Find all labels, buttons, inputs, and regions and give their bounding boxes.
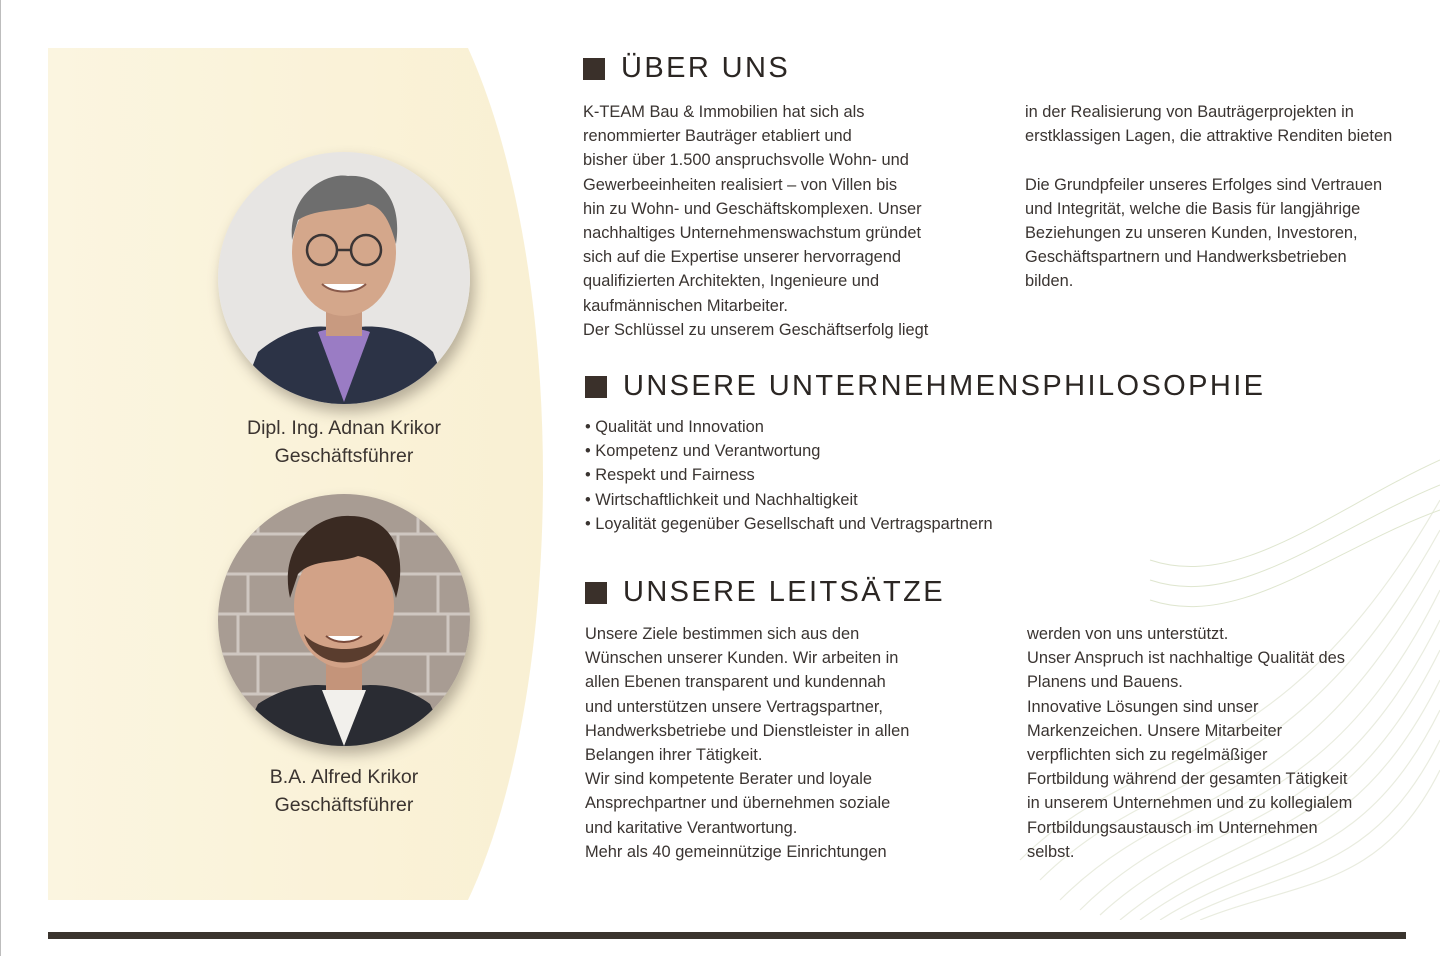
text-line: Fortbildungsaustausch im Unternehmen (1027, 818, 1318, 837)
text-line: Innovative Lösungen sind unser (1027, 697, 1259, 716)
text-line: kaufmännischen Mitarbeiter. (583, 296, 788, 315)
text-line: in der Realisierung von Bauträgerprojekten in (1025, 103, 1354, 121)
square-bullet-icon (583, 58, 605, 80)
text-line: Mehr als 40 gemeinnützige Einrichtungen (585, 842, 887, 861)
person-role: Geschäftsführer (274, 794, 414, 816)
text-line: Geschäftspartnern und Handwerksbetrieben (1025, 248, 1347, 267)
text-line: nachhaltiges Unternehmenswachstum gründet (583, 223, 922, 242)
text-line: Fortbildung während der gesamten Tätigkeit (1027, 770, 1348, 789)
text-line (1025, 148, 1392, 172)
text-line: Die Grundpfeiler unseres Erfolges sind Vertrauen (1025, 175, 1383, 194)
text-line: und karitative Verantwortung. (585, 818, 798, 837)
principles-text-column-1 (585, 622, 909, 864)
bottom-divider (48, 932, 1406, 939)
page-left-edge (0, 0, 1, 956)
caption-adnan-krikor (194, 414, 494, 470)
text-line: verpflichten sich zu regelmäßiger (1027, 745, 1268, 764)
text-line: renommierter Bauträger etabliert und (583, 127, 852, 146)
text-line: Unsere Ziele bestimmen sich aus den (585, 625, 860, 643)
section-heading-principles (585, 576, 945, 609)
text-line: Ansprechpartner und übernehmen soziale (585, 794, 891, 813)
text-line: Belangen ihrer Tätigkeit. (585, 745, 763, 764)
text-line: Planens und Bauens. (1027, 673, 1183, 692)
text-line: und Integrität, welche die Basis für langjährige (1025, 199, 1361, 218)
text-line: Wir sind kompetente Berater und loyale (585, 770, 872, 789)
list-item: • Kompetenz und Verantwortung (585, 442, 821, 461)
text-line: werden von uns unterstützt. (1027, 625, 1229, 643)
text-line: qualifizierten Architekten, Ingenieure und (583, 272, 880, 291)
heading-text: UNSERE LEITSÄTZE (623, 576, 946, 608)
text-line: Der Schlüssel zu unserem Geschäftserfolg liegt (583, 320, 929, 339)
list-item: • Wirtschaftlichkeit und Nachhaltigkeit (585, 490, 858, 509)
square-bullet-icon (585, 376, 607, 398)
text-line: K-TEAM Bau & Immobilien hat sich als (583, 103, 865, 121)
text-line: Unser Anspruch ist nachhaltige Qualität des (1027, 649, 1345, 668)
principles-text-column-2 (1027, 622, 1352, 864)
philosophy-list (585, 415, 993, 536)
heading-text: UNSERE UNTERNEHMENSPHILOSOPHIE (623, 370, 1266, 402)
text-line: allen Ebenen transparent und kundennah (585, 673, 886, 692)
list-item: • Qualität und Innovation (585, 418, 764, 436)
section-heading-about (583, 52, 790, 85)
text-line: Handwerksbetriebe und Dienstleister in allen (585, 721, 910, 740)
about-text-column-1 (583, 100, 928, 342)
caption-alfred-krikor (194, 763, 494, 819)
text-line: hin zu Wohn- und Geschäftskomplexen. Unser (583, 199, 922, 218)
square-bullet-icon (585, 582, 607, 604)
text-line: bisher über 1.500 anspruchsvolle Wohn- und (583, 151, 909, 170)
text-line: selbst. (1027, 842, 1075, 861)
text-line: in unserem Unternehmen und zu kollegialem (1027, 794, 1353, 813)
list-item: • Loyalität gegenüber Gesellschaft und Vertragspartnern (585, 514, 993, 533)
text-line: bilden. (1025, 272, 1074, 291)
text-line: Wünschen unserer Kunden. Wir arbeiten in (585, 649, 899, 668)
list-item: • Respekt und Fairness (585, 466, 755, 485)
person-name: Dipl. Ing. Adnan Krikor (246, 417, 442, 439)
about-text-column-2 (1025, 100, 1392, 294)
text-line: Gewerbeeinheiten realisiert – von Villen bis (583, 175, 898, 194)
text-line: und unterstützen unsere Vertragspartner, (585, 697, 883, 716)
portrait-alfred-krikor (218, 494, 470, 746)
person-name: B.A. Alfred Krikor (269, 766, 419, 788)
portrait-adnan-krikor (218, 152, 470, 404)
text-line: erstklassigen Lagen, die attraktive Renditen bieten (1025, 127, 1393, 146)
section-heading-philosophy (585, 370, 1265, 403)
text-line: Markenzeichen. Unsere Mitarbeiter (1027, 721, 1283, 740)
heading-text: ÜBER UNS (621, 52, 791, 84)
person-role: Geschäftsführer (274, 445, 414, 467)
text-line: Beziehungen zu unseren Kunden, Investoren, (1025, 223, 1358, 242)
text-line: sich auf die Expertise unserer hervorragend (583, 248, 901, 267)
